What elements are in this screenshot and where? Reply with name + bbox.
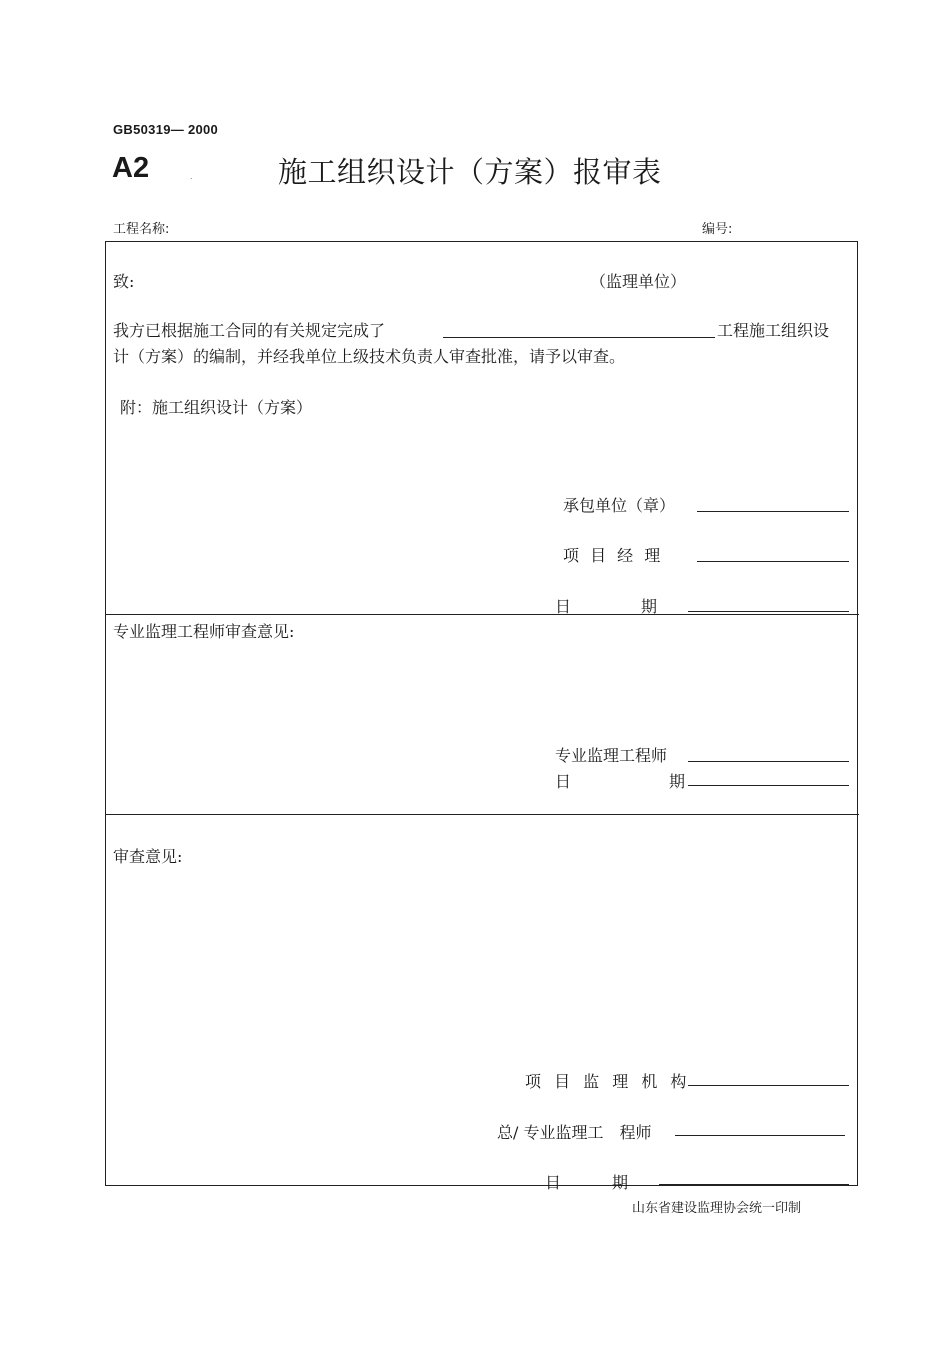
attachment-label: 附：施工组织设计（方案）	[120, 398, 313, 417]
date-label-3b: 期	[612, 1173, 629, 1192]
date-line-1[interactable]	[688, 611, 849, 612]
number-label: 编号:	[702, 222, 733, 237]
form-frame	[105, 241, 858, 1186]
date-label-2a: 日	[555, 772, 572, 791]
statement-line1-prefix: 我方已根据施工合同的有关规定完成了	[113, 321, 386, 340]
to-label: 致:	[113, 272, 135, 291]
date-label-3a: 日	[545, 1173, 562, 1192]
form-title: 施工组织设计（方案）报审表	[278, 155, 662, 189]
statement-line1-suffix: 工程施工组织设	[717, 321, 830, 340]
engineer-opinion-label: 专业监理工程师审查意见:	[113, 622, 295, 641]
date-label-2b: 期	[669, 772, 686, 791]
pm-label: 项 目 经 理	[563, 546, 664, 565]
date-label-1a: 日	[555, 597, 572, 616]
form-code: A2	[112, 152, 150, 184]
engineer-label: 专业监理工程师	[555, 746, 668, 765]
supervisor-unit-label: （监理单位）	[590, 272, 687, 291]
standard-number: GB50319— 2000	[113, 122, 219, 137]
date-line-3[interactable]	[659, 1184, 849, 1185]
project-name-label: 工程名称:	[113, 222, 170, 237]
contractor-label: 承包单位（章）	[563, 496, 676, 515]
chief-engineer-label: 总/ 专业监理工 程师	[497, 1123, 652, 1142]
stray-mark: .	[190, 172, 193, 181]
contractor-signature-line[interactable]	[697, 511, 849, 512]
statement-line2: 计（方案）的编制，并经我单位上级技术负责人审查批准，请予以审查。	[113, 347, 626, 366]
chief-engineer-line[interactable]	[675, 1135, 845, 1136]
review-opinion-label: 审查意见:	[113, 847, 183, 866]
pm-signature-line[interactable]	[697, 561, 849, 562]
project-name-blank[interactable]	[443, 337, 715, 338]
section-divider-1	[105, 614, 859, 615]
date-label-1b: 期	[641, 597, 658, 616]
printer-credit: 山东省建设监理协会统一印制	[632, 1201, 802, 1216]
engineer-signature-line[interactable]	[688, 761, 849, 762]
date-line-2[interactable]	[688, 785, 849, 786]
supervision-org-label: 项 目 监 理 机 构	[525, 1072, 691, 1091]
section-divider-2	[105, 814, 859, 815]
supervision-org-line[interactable]	[688, 1085, 849, 1086]
